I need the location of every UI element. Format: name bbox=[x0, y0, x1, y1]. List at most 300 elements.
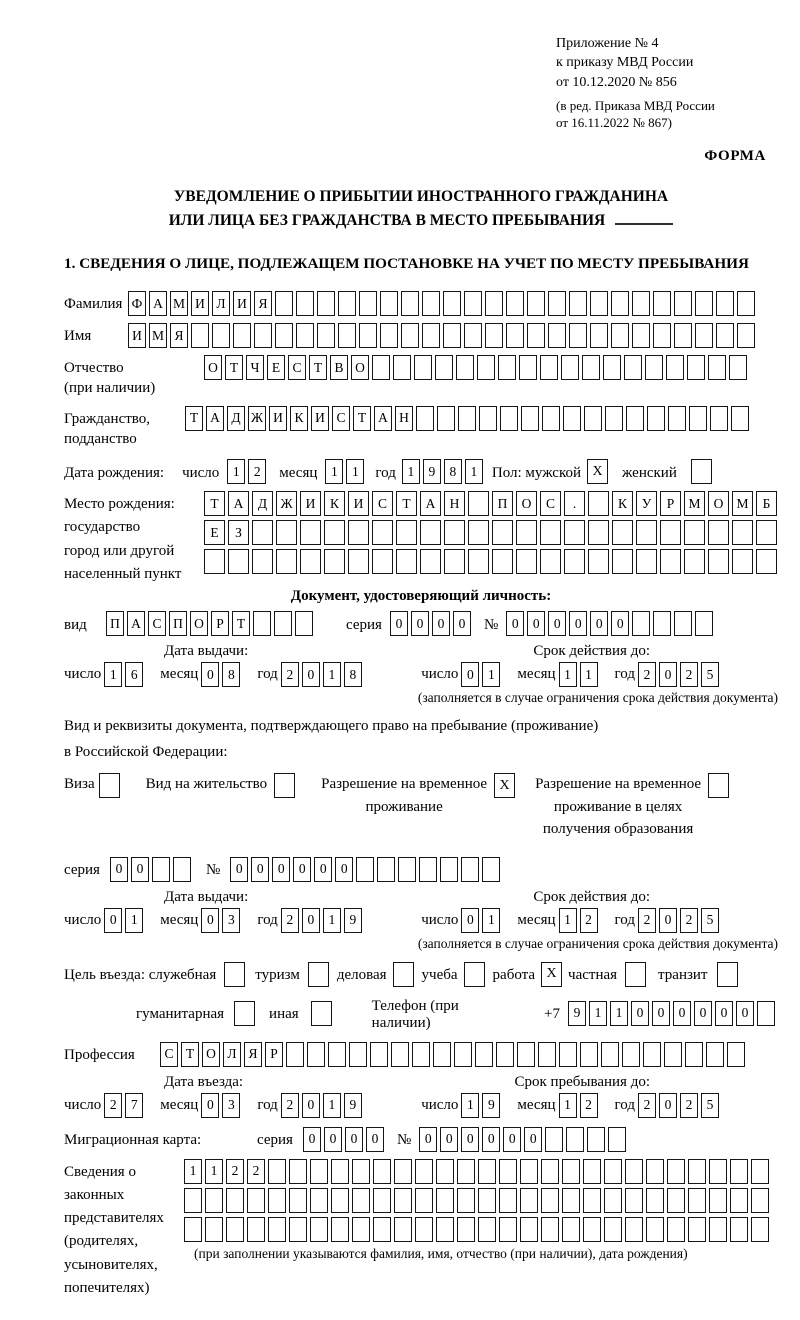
char-cell[interactable]: А bbox=[206, 406, 224, 431]
char-cell[interactable] bbox=[624, 355, 642, 380]
char-cell[interactable] bbox=[443, 291, 461, 316]
char-cell[interactable] bbox=[457, 1159, 475, 1184]
char-cell[interactable] bbox=[461, 857, 479, 882]
char-cell[interactable] bbox=[498, 355, 516, 380]
char-cell[interactable]: Т bbox=[185, 406, 203, 431]
char-cell[interactable]: 0 bbox=[590, 611, 608, 636]
char-cell[interactable] bbox=[359, 291, 377, 316]
char-cell[interactable]: С bbox=[288, 355, 306, 380]
char-cell[interactable]: И bbox=[233, 291, 251, 316]
char-cell[interactable] bbox=[373, 1188, 391, 1213]
char-cell[interactable]: 0 bbox=[631, 1001, 649, 1026]
char-cell[interactable]: Б bbox=[756, 491, 777, 516]
char-cell[interactable] bbox=[611, 323, 629, 348]
char-cell[interactable] bbox=[519, 355, 537, 380]
char-cell[interactable]: 2 bbox=[638, 662, 656, 687]
char-cell[interactable] bbox=[729, 355, 747, 380]
char-cell[interactable]: 8 bbox=[222, 662, 240, 687]
char-cell[interactable]: 0 bbox=[524, 1127, 542, 1152]
char-cell[interactable] bbox=[632, 291, 650, 316]
char-cell[interactable] bbox=[268, 1217, 286, 1242]
char-cell[interactable] bbox=[667, 1217, 685, 1242]
char-cell[interactable] bbox=[520, 1217, 538, 1242]
char-cell[interactable] bbox=[310, 1188, 328, 1213]
char-cell[interactable] bbox=[191, 323, 209, 348]
char-cell[interactable]: И bbox=[311, 406, 329, 431]
char-cell[interactable] bbox=[324, 549, 345, 574]
char-cell[interactable]: 0 bbox=[659, 1093, 677, 1118]
char-cell[interactable] bbox=[757, 1001, 775, 1026]
char-cell[interactable] bbox=[372, 355, 390, 380]
char-cell[interactable]: Т bbox=[309, 355, 327, 380]
char-cell[interactable]: 0 bbox=[302, 1093, 320, 1118]
char-cell[interactable] bbox=[401, 291, 419, 316]
char-cell[interactable]: К bbox=[324, 491, 345, 516]
char-cell[interactable] bbox=[756, 549, 777, 574]
char-cell[interactable] bbox=[328, 1042, 346, 1067]
char-cell[interactable]: Н bbox=[395, 406, 413, 431]
char-cell[interactable] bbox=[674, 323, 692, 348]
char-cell[interactable] bbox=[632, 611, 650, 636]
char-cell[interactable] bbox=[540, 355, 558, 380]
char-cell[interactable]: 0 bbox=[303, 1127, 321, 1152]
char-cell[interactable] bbox=[468, 520, 489, 545]
char-cell[interactable] bbox=[396, 549, 417, 574]
char-cell[interactable] bbox=[545, 1127, 563, 1152]
char-cell[interactable]: 0 bbox=[548, 611, 566, 636]
char-cell[interactable] bbox=[458, 406, 476, 431]
char-cell[interactable]: И bbox=[128, 323, 146, 348]
char-cell[interactable] bbox=[695, 323, 713, 348]
char-cell[interactable]: 0 bbox=[293, 857, 311, 882]
char-cell[interactable] bbox=[588, 549, 609, 574]
char-cell[interactable] bbox=[478, 1217, 496, 1242]
char-cell[interactable]: 1 bbox=[205, 1159, 223, 1184]
char-cell[interactable] bbox=[437, 406, 455, 431]
char-cell[interactable]: Р bbox=[265, 1042, 283, 1067]
char-cell[interactable] bbox=[541, 1188, 559, 1213]
char-cell[interactable]: 9 bbox=[423, 459, 441, 484]
char-cell[interactable] bbox=[252, 549, 273, 574]
purpose-tourism-checkbox[interactable] bbox=[308, 962, 329, 987]
char-cell[interactable]: П bbox=[169, 611, 187, 636]
char-cell[interactable]: 5 bbox=[701, 662, 719, 687]
char-cell[interactable]: 0 bbox=[201, 1093, 219, 1118]
char-cell[interactable] bbox=[422, 291, 440, 316]
char-cell[interactable] bbox=[433, 1042, 451, 1067]
char-cell[interactable] bbox=[564, 520, 585, 545]
char-cell[interactable] bbox=[414, 355, 432, 380]
char-cell[interactable] bbox=[583, 1188, 601, 1213]
char-cell[interactable] bbox=[295, 611, 313, 636]
char-cell[interactable] bbox=[478, 1159, 496, 1184]
char-cell[interactable] bbox=[393, 355, 411, 380]
char-cell[interactable]: А bbox=[149, 291, 167, 316]
char-cell[interactable] bbox=[562, 1217, 580, 1242]
char-cell[interactable]: 0 bbox=[461, 908, 479, 933]
char-cell[interactable] bbox=[276, 520, 297, 545]
char-cell[interactable] bbox=[310, 1159, 328, 1184]
char-cell[interactable] bbox=[373, 1159, 391, 1184]
char-cell[interactable] bbox=[372, 520, 393, 545]
char-cell[interactable]: 2 bbox=[638, 908, 656, 933]
char-cell[interactable]: М bbox=[170, 291, 188, 316]
char-cell[interactable]: 0 bbox=[432, 611, 450, 636]
char-cell[interactable] bbox=[583, 1217, 601, 1242]
char-cell[interactable] bbox=[706, 1042, 724, 1067]
char-cell[interactable] bbox=[396, 520, 417, 545]
char-cell[interactable] bbox=[499, 1188, 517, 1213]
char-cell[interactable] bbox=[499, 1159, 517, 1184]
char-cell[interactable]: Ж bbox=[276, 491, 297, 516]
purpose-business-checkbox[interactable] bbox=[393, 962, 414, 987]
char-cell[interactable] bbox=[540, 549, 561, 574]
char-cell[interactable]: 0 bbox=[390, 611, 408, 636]
char-cell[interactable] bbox=[398, 857, 416, 882]
char-cell[interactable]: 0 bbox=[506, 611, 524, 636]
char-cell[interactable] bbox=[444, 520, 465, 545]
char-cell[interactable]: 1 bbox=[323, 1093, 341, 1118]
char-cell[interactable] bbox=[587, 1127, 605, 1152]
char-cell[interactable] bbox=[625, 1188, 643, 1213]
char-cell[interactable] bbox=[645, 355, 663, 380]
char-cell[interactable] bbox=[253, 611, 271, 636]
char-cell[interactable] bbox=[674, 611, 692, 636]
char-cell[interactable] bbox=[716, 323, 734, 348]
char-cell[interactable]: А bbox=[374, 406, 392, 431]
char-cell[interactable] bbox=[751, 1159, 769, 1184]
char-cell[interactable] bbox=[653, 323, 671, 348]
char-cell[interactable] bbox=[485, 323, 503, 348]
char-cell[interactable]: 1 bbox=[580, 662, 598, 687]
char-cell[interactable] bbox=[730, 1188, 748, 1213]
char-cell[interactable] bbox=[541, 1217, 559, 1242]
char-cell[interactable] bbox=[436, 1188, 454, 1213]
char-cell[interactable] bbox=[275, 323, 293, 348]
char-cell[interactable]: 3 bbox=[222, 1093, 240, 1118]
char-cell[interactable] bbox=[603, 355, 621, 380]
char-cell[interactable]: К bbox=[612, 491, 633, 516]
char-cell[interactable] bbox=[247, 1217, 265, 1242]
char-cell[interactable]: 0 bbox=[324, 1127, 342, 1152]
char-cell[interactable]: Л bbox=[212, 291, 230, 316]
char-cell[interactable] bbox=[751, 1188, 769, 1213]
char-cell[interactable] bbox=[622, 1042, 640, 1067]
char-cell[interactable] bbox=[289, 1188, 307, 1213]
char-cell[interactable] bbox=[468, 549, 489, 574]
char-cell[interactable] bbox=[394, 1217, 412, 1242]
char-cell[interactable]: У bbox=[636, 491, 657, 516]
char-cell[interactable]: 0 bbox=[659, 662, 677, 687]
char-cell[interactable] bbox=[233, 323, 251, 348]
char-cell[interactable] bbox=[212, 323, 230, 348]
temp-residence-checkbox[interactable]: X bbox=[494, 773, 515, 798]
char-cell[interactable] bbox=[338, 291, 356, 316]
char-cell[interactable] bbox=[286, 1042, 304, 1067]
char-cell[interactable]: П bbox=[492, 491, 513, 516]
char-cell[interactable] bbox=[499, 1217, 517, 1242]
char-cell[interactable]: Е bbox=[267, 355, 285, 380]
char-cell[interactable] bbox=[521, 406, 539, 431]
char-cell[interactable] bbox=[580, 1042, 598, 1067]
char-cell[interactable] bbox=[612, 520, 633, 545]
char-cell[interactable] bbox=[516, 549, 537, 574]
char-cell[interactable] bbox=[604, 1188, 622, 1213]
char-cell[interactable]: В bbox=[330, 355, 348, 380]
char-cell[interactable] bbox=[709, 1217, 727, 1242]
char-cell[interactable]: Т bbox=[232, 611, 250, 636]
char-cell[interactable] bbox=[731, 406, 749, 431]
char-cell[interactable] bbox=[562, 1188, 580, 1213]
char-cell[interactable] bbox=[352, 1217, 370, 1242]
char-cell[interactable] bbox=[275, 291, 293, 316]
char-cell[interactable]: 1 bbox=[482, 662, 500, 687]
char-cell[interactable] bbox=[562, 1159, 580, 1184]
char-cell[interactable] bbox=[300, 520, 321, 545]
char-cell[interactable]: 1 bbox=[559, 908, 577, 933]
char-cell[interactable]: 1 bbox=[559, 662, 577, 687]
char-cell[interactable] bbox=[527, 323, 545, 348]
char-cell[interactable]: 0 bbox=[345, 1127, 363, 1152]
char-cell[interactable]: 2 bbox=[580, 908, 598, 933]
char-cell[interactable]: О bbox=[190, 611, 208, 636]
char-cell[interactable]: О bbox=[351, 355, 369, 380]
char-cell[interactable] bbox=[152, 857, 170, 882]
char-cell[interactable] bbox=[588, 520, 609, 545]
char-cell[interactable]: 1 bbox=[323, 662, 341, 687]
char-cell[interactable]: О bbox=[516, 491, 537, 516]
char-cell[interactable] bbox=[352, 1188, 370, 1213]
char-cell[interactable] bbox=[289, 1159, 307, 1184]
char-cell[interactable] bbox=[582, 355, 600, 380]
char-cell[interactable] bbox=[331, 1188, 349, 1213]
char-cell[interactable] bbox=[184, 1188, 202, 1213]
char-cell[interactable] bbox=[394, 1159, 412, 1184]
char-cell[interactable]: 0 bbox=[272, 857, 290, 882]
char-cell[interactable] bbox=[646, 1188, 664, 1213]
char-cell[interactable] bbox=[751, 1217, 769, 1242]
char-cell[interactable] bbox=[348, 549, 369, 574]
char-cell[interactable]: 0 bbox=[411, 611, 429, 636]
char-cell[interactable] bbox=[419, 857, 437, 882]
char-cell[interactable]: 2 bbox=[680, 662, 698, 687]
char-cell[interactable] bbox=[688, 1217, 706, 1242]
temp-residence-edu-checkbox[interactable] bbox=[708, 773, 729, 798]
char-cell[interactable] bbox=[457, 1188, 475, 1213]
char-cell[interactable]: 0 bbox=[652, 1001, 670, 1026]
char-cell[interactable]: 9 bbox=[344, 908, 362, 933]
char-cell[interactable]: Н bbox=[444, 491, 465, 516]
char-cell[interactable]: А bbox=[127, 611, 145, 636]
char-cell[interactable]: Т bbox=[225, 355, 243, 380]
char-cell[interactable] bbox=[324, 520, 345, 545]
char-cell[interactable] bbox=[317, 291, 335, 316]
char-cell[interactable]: 7 bbox=[125, 1093, 143, 1118]
char-cell[interactable]: Ф bbox=[128, 291, 146, 316]
char-cell[interactable] bbox=[454, 1042, 472, 1067]
char-cell[interactable] bbox=[226, 1188, 244, 1213]
char-cell[interactable] bbox=[496, 1042, 514, 1067]
char-cell[interactable] bbox=[689, 406, 707, 431]
char-cell[interactable] bbox=[664, 1042, 682, 1067]
char-cell[interactable] bbox=[611, 291, 629, 316]
char-cell[interactable] bbox=[348, 520, 369, 545]
char-cell[interactable]: 5 bbox=[701, 908, 719, 933]
char-cell[interactable]: 0 bbox=[503, 1127, 521, 1152]
char-cell[interactable] bbox=[500, 406, 518, 431]
char-cell[interactable] bbox=[660, 520, 681, 545]
char-cell[interactable]: К bbox=[290, 406, 308, 431]
char-cell[interactable]: 0 bbox=[251, 857, 269, 882]
char-cell[interactable] bbox=[625, 1217, 643, 1242]
char-cell[interactable] bbox=[485, 291, 503, 316]
char-cell[interactable]: 1 bbox=[402, 459, 420, 484]
char-cell[interactable] bbox=[394, 1188, 412, 1213]
char-cell[interactable] bbox=[646, 1159, 664, 1184]
char-cell[interactable] bbox=[667, 1188, 685, 1213]
char-cell[interactable]: 0 bbox=[611, 611, 629, 636]
char-cell[interactable] bbox=[415, 1159, 433, 1184]
char-cell[interactable]: О bbox=[204, 355, 222, 380]
char-cell[interactable]: 1 bbox=[461, 1093, 479, 1118]
char-cell[interactable]: М bbox=[149, 323, 167, 348]
char-cell[interactable]: 0 bbox=[131, 857, 149, 882]
char-cell[interactable] bbox=[349, 1042, 367, 1067]
residence-permit-checkbox[interactable] bbox=[274, 773, 295, 798]
char-cell[interactable] bbox=[422, 323, 440, 348]
char-cell[interactable] bbox=[412, 1042, 430, 1067]
char-cell[interactable] bbox=[668, 406, 686, 431]
char-cell[interactable]: 0 bbox=[715, 1001, 733, 1026]
char-cell[interactable] bbox=[584, 406, 602, 431]
char-cell[interactable]: . bbox=[564, 491, 585, 516]
char-cell[interactable] bbox=[289, 1217, 307, 1242]
char-cell[interactable]: 2 bbox=[248, 459, 266, 484]
char-cell[interactable] bbox=[566, 1127, 584, 1152]
char-cell[interactable]: 0 bbox=[302, 662, 320, 687]
char-cell[interactable] bbox=[457, 1217, 475, 1242]
sex-female-checkbox[interactable] bbox=[691, 459, 712, 484]
sex-male-checkbox[interactable]: X bbox=[587, 459, 608, 484]
char-cell[interactable]: Я bbox=[244, 1042, 262, 1067]
char-cell[interactable]: И bbox=[269, 406, 287, 431]
char-cell[interactable] bbox=[468, 491, 489, 516]
char-cell[interactable]: 2 bbox=[247, 1159, 265, 1184]
char-cell[interactable]: 0 bbox=[461, 662, 479, 687]
char-cell[interactable] bbox=[737, 323, 755, 348]
char-cell[interactable]: 0 bbox=[453, 611, 471, 636]
char-cell[interactable] bbox=[541, 1159, 559, 1184]
char-cell[interactable]: 9 bbox=[482, 1093, 500, 1118]
char-cell[interactable]: 2 bbox=[638, 1093, 656, 1118]
char-cell[interactable] bbox=[695, 611, 713, 636]
char-cell[interactable]: 0 bbox=[335, 857, 353, 882]
char-cell[interactable]: 0 bbox=[110, 857, 128, 882]
char-cell[interactable] bbox=[716, 291, 734, 316]
char-cell[interactable]: 3 bbox=[222, 908, 240, 933]
char-cell[interactable] bbox=[254, 323, 272, 348]
char-cell[interactable]: Я bbox=[254, 291, 272, 316]
char-cell[interactable]: М bbox=[684, 491, 705, 516]
char-cell[interactable]: 1 bbox=[346, 459, 364, 484]
char-cell[interactable] bbox=[380, 323, 398, 348]
char-cell[interactable] bbox=[709, 1188, 727, 1213]
char-cell[interactable]: А bbox=[228, 491, 249, 516]
char-cell[interactable] bbox=[477, 355, 495, 380]
char-cell[interactable] bbox=[667, 1159, 685, 1184]
char-cell[interactable]: 1 bbox=[184, 1159, 202, 1184]
char-cell[interactable]: М bbox=[732, 491, 753, 516]
char-cell[interactable]: 0 bbox=[527, 611, 545, 636]
char-cell[interactable]: О bbox=[708, 491, 729, 516]
char-cell[interactable]: С bbox=[332, 406, 350, 431]
char-cell[interactable]: И bbox=[348, 491, 369, 516]
char-cell[interactable]: Я bbox=[170, 323, 188, 348]
char-cell[interactable] bbox=[268, 1159, 286, 1184]
char-cell[interactable] bbox=[643, 1042, 661, 1067]
char-cell[interactable] bbox=[684, 549, 705, 574]
char-cell[interactable]: 0 bbox=[569, 611, 587, 636]
char-cell[interactable] bbox=[732, 520, 753, 545]
char-cell[interactable] bbox=[604, 1159, 622, 1184]
char-cell[interactable] bbox=[730, 1159, 748, 1184]
char-cell[interactable] bbox=[708, 355, 726, 380]
char-cell[interactable] bbox=[416, 406, 434, 431]
char-cell[interactable]: 0 bbox=[419, 1127, 437, 1152]
char-cell[interactable] bbox=[612, 549, 633, 574]
char-cell[interactable] bbox=[647, 406, 665, 431]
char-cell[interactable] bbox=[444, 549, 465, 574]
char-cell[interactable] bbox=[482, 857, 500, 882]
char-cell[interactable] bbox=[636, 520, 657, 545]
char-cell[interactable]: 1 bbox=[465, 459, 483, 484]
char-cell[interactable] bbox=[695, 291, 713, 316]
char-cell[interactable] bbox=[688, 1159, 706, 1184]
char-cell[interactable]: Р bbox=[211, 611, 229, 636]
char-cell[interactable]: 2 bbox=[226, 1159, 244, 1184]
char-cell[interactable] bbox=[653, 291, 671, 316]
char-cell[interactable]: 1 bbox=[125, 908, 143, 933]
char-cell[interactable]: 2 bbox=[104, 1093, 122, 1118]
char-cell[interactable]: 8 bbox=[444, 459, 462, 484]
char-cell[interactable] bbox=[646, 1217, 664, 1242]
char-cell[interactable]: И bbox=[191, 291, 209, 316]
char-cell[interactable] bbox=[548, 323, 566, 348]
char-cell[interactable] bbox=[688, 1188, 706, 1213]
char-cell[interactable] bbox=[684, 520, 705, 545]
char-cell[interactable] bbox=[370, 1042, 388, 1067]
char-cell[interactable] bbox=[590, 291, 608, 316]
char-cell[interactable] bbox=[352, 1159, 370, 1184]
char-cell[interactable] bbox=[377, 857, 395, 882]
char-cell[interactable] bbox=[590, 323, 608, 348]
char-cell[interactable]: О bbox=[202, 1042, 220, 1067]
char-cell[interactable] bbox=[708, 520, 729, 545]
char-cell[interactable]: 0 bbox=[659, 908, 677, 933]
char-cell[interactable]: С bbox=[160, 1042, 178, 1067]
char-cell[interactable] bbox=[380, 291, 398, 316]
char-cell[interactable] bbox=[604, 1217, 622, 1242]
char-cell[interactable] bbox=[666, 355, 684, 380]
purpose-transit-checkbox[interactable] bbox=[717, 962, 738, 987]
char-cell[interactable] bbox=[464, 323, 482, 348]
char-cell[interactable] bbox=[338, 323, 356, 348]
char-cell[interactable] bbox=[626, 406, 644, 431]
purpose-work-checkbox[interactable]: X bbox=[541, 962, 562, 987]
char-cell[interactable] bbox=[727, 1042, 745, 1067]
char-cell[interactable]: 0 bbox=[230, 857, 248, 882]
purpose-official-checkbox[interactable] bbox=[224, 962, 245, 987]
